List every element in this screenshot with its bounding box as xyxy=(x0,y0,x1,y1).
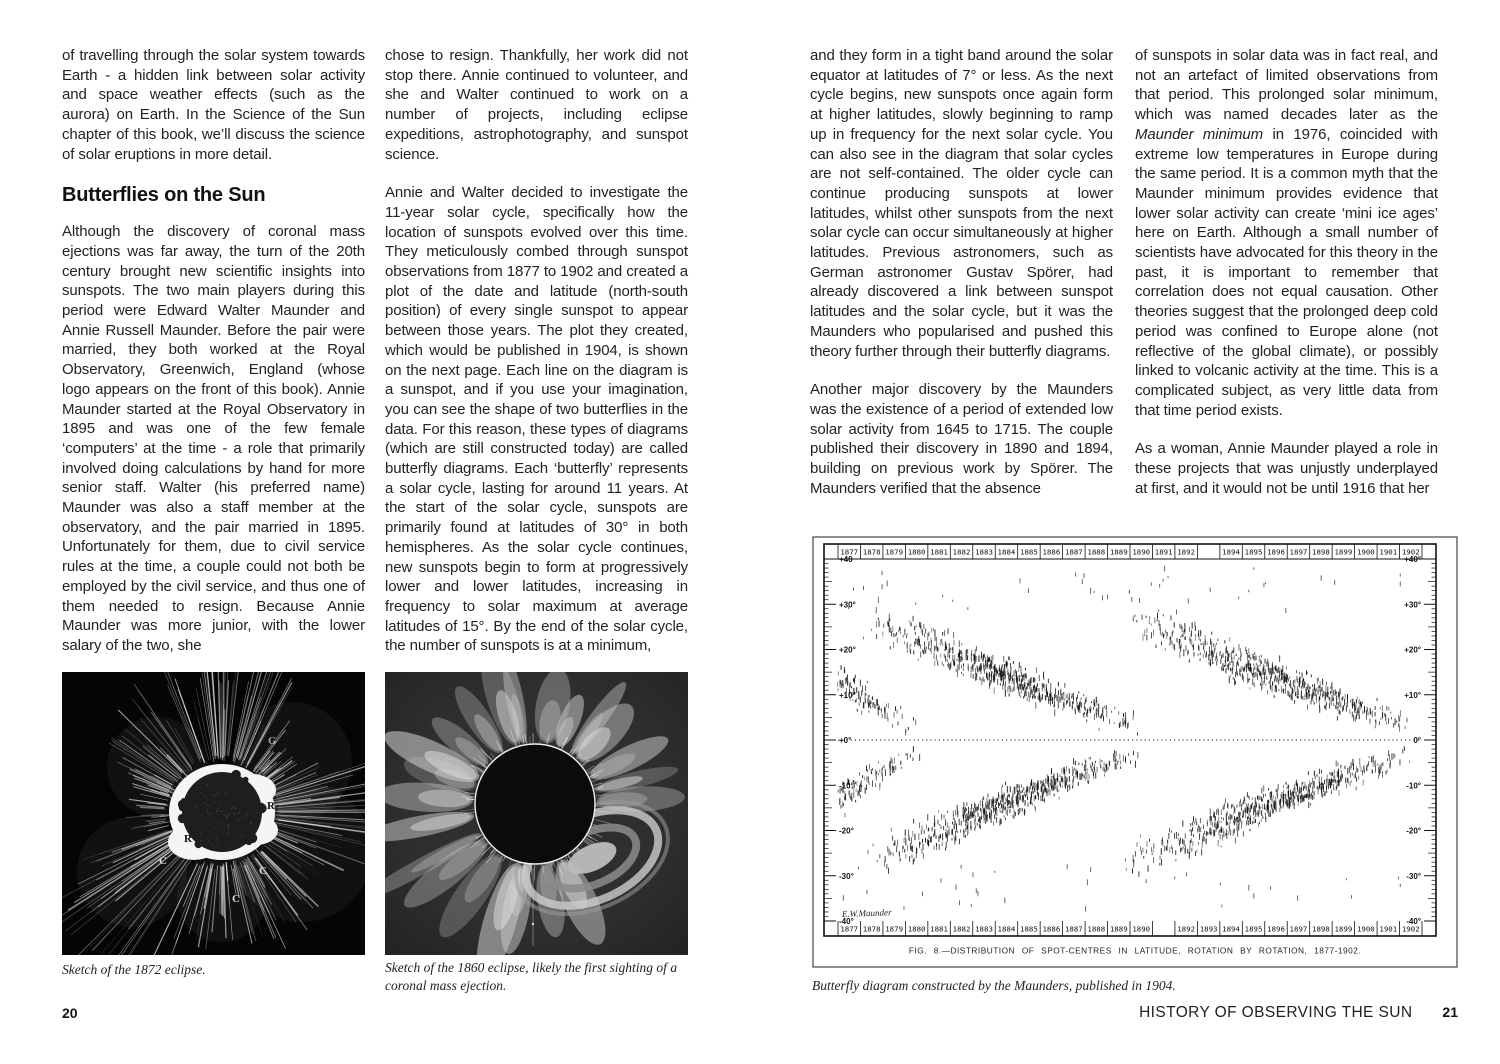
svg-text:1890: 1890 xyxy=(1132,924,1151,934)
caption-butterfly-diagram: Butterfly diagram constructed by the Maunders, published in 1904. xyxy=(812,978,1176,993)
svg-text:1880: 1880 xyxy=(907,547,926,557)
sketch-letter: G xyxy=(268,735,277,747)
paragraph xyxy=(385,46,688,164)
section-heading: Butterflies on the Sun xyxy=(62,184,266,207)
svg-text:-10°: -10° xyxy=(1406,781,1421,791)
svg-text:1900: 1900 xyxy=(1356,547,1375,557)
italic-term-maunder-minimum: Maunder minimum xyxy=(1135,125,1264,143)
svg-text:1888: 1888 xyxy=(1087,924,1106,934)
svg-text:-30°: -30° xyxy=(1406,871,1421,881)
svg-text:-40°: -40° xyxy=(1406,917,1421,926)
svg-text:-20°: -20° xyxy=(1406,826,1421,836)
sketch-letter: C xyxy=(159,855,167,867)
paragraph xyxy=(810,46,1113,361)
svg-text:1899: 1899 xyxy=(1334,547,1353,557)
paragraph-text: Annie and Walter decided to investigate the 11-year solar cycle, specifically how the location of sunspots evolved over this time. They meticulously combed through sunspot observations from 1877 to 1902 and created a plot of the date and latitude (north-south position) of every single sunspot to appear between those years. The plot they created, which would be published in 1904, is shown on the next page. Each line on the diagram is a sunspot, and if you use your imagination, you can see the shape of two butterflies in the data. For this reason, these types of diagrams (which are still constructed today) are called butterfly diagrams. Each ‘butterfly’ represents a solar cycle, lasting for around 11 years. At the start of the solar cycle, sunspots are primarily found at latitudes of 30° in both hemispheres. As the solar cycle continues, new sunspots begin to form at progressively lower and lower latitudes, increasing in frequency to solar maximum at average latitudes of 15°. By the end of the solar cycle, the number of sunspots is at a minimum, xyxy=(385,184,688,655)
svg-text:1902: 1902 xyxy=(1401,924,1420,934)
svg-text:1883: 1883 xyxy=(975,924,993,934)
running-footer xyxy=(810,1004,1458,1022)
svg-text:1900: 1900 xyxy=(1356,924,1375,934)
svg-text:1897: 1897 xyxy=(1289,547,1308,557)
paragraph xyxy=(62,222,365,655)
svg-text:1901: 1901 xyxy=(1379,547,1398,557)
svg-text:-20°: -20° xyxy=(839,826,854,836)
page-number-21: 21 xyxy=(1442,1004,1458,1020)
paragraph-text: chose to resign. Thankfully, her work did not stop there. Annie continued to volunteer, and she and Walter continued to work on a number of projects, including eclipse expeditions, astrophotography, and sunspot science. xyxy=(385,47,688,163)
svg-text:1886: 1886 xyxy=(1042,924,1061,934)
svg-text:1879: 1879 xyxy=(885,924,904,934)
caption-eclipse-1860: Sketch of the 1860 eclipse, likely the first sighting of a coronal mass ejection. xyxy=(385,960,678,993)
page21-column-1 xyxy=(810,46,1113,517)
paragraph xyxy=(385,183,688,656)
svg-text:1884: 1884 xyxy=(997,924,1016,934)
svg-text:1896: 1896 xyxy=(1267,547,1285,557)
caption-eclipse-1872: Sketch of the 1872 eclipse. xyxy=(62,962,206,977)
paragraph xyxy=(62,46,365,164)
svg-text:+10°: +10° xyxy=(839,690,856,700)
svg-text:+20°: +20° xyxy=(839,645,856,655)
svg-text:1890: 1890 xyxy=(1132,547,1151,557)
svg-text:-10°: -10° xyxy=(839,781,854,791)
svg-text:1895: 1895 xyxy=(1244,924,1263,934)
page20-column-1 xyxy=(62,46,365,675)
svg-text:1892: 1892 xyxy=(1177,547,1196,557)
svg-text:+10°: +10° xyxy=(1404,690,1421,700)
butterfly-diagram-svg xyxy=(812,536,1458,968)
eclipse-1872-sketch-image xyxy=(62,672,365,955)
butterfly-diagram-figure xyxy=(812,536,1458,968)
svg-text:1887: 1887 xyxy=(1064,547,1083,557)
svg-text:1891: 1891 xyxy=(1154,547,1173,557)
svg-text:-30°: -30° xyxy=(839,871,854,881)
eclipse-1872-svg xyxy=(62,672,365,955)
svg-text:+30°: +30° xyxy=(1404,600,1421,610)
svg-text:1882: 1882 xyxy=(952,547,971,557)
sketch-letter: R xyxy=(267,800,275,812)
figure-internal-caption: FIG. 8.—DISTRIBUTION OF SPOT-CENTRES IN LATITUDE, ROTATION BY ROTATION, 1877-1902. xyxy=(908,945,1362,956)
svg-text:1878: 1878 xyxy=(862,547,881,557)
svg-text:1898: 1898 xyxy=(1312,924,1330,934)
paragraph xyxy=(1135,439,1438,498)
svg-text:1881: 1881 xyxy=(930,547,948,557)
paragraph xyxy=(810,380,1113,498)
svg-text:1882: 1882 xyxy=(952,924,971,934)
sketch-letter: C xyxy=(232,893,240,905)
svg-text:+40°: +40° xyxy=(1404,555,1421,564)
svg-text:1883: 1883 xyxy=(975,547,993,557)
page20-column-2 xyxy=(385,46,688,675)
svg-text:1897: 1897 xyxy=(1289,924,1308,934)
svg-text:1877: 1877 xyxy=(840,547,859,557)
svg-text:+40: +40 xyxy=(839,555,853,564)
svg-text:E.W.Maunder: E.W.Maunder xyxy=(841,907,892,919)
svg-text:+0°: +0° xyxy=(839,736,852,745)
svg-text:1899: 1899 xyxy=(1334,924,1353,934)
page-number-20: 20 xyxy=(62,1005,78,1021)
svg-text:1877: 1877 xyxy=(840,924,859,934)
svg-text:1884: 1884 xyxy=(997,547,1016,557)
paragraph xyxy=(1135,46,1438,420)
svg-text:1901: 1901 xyxy=(1379,924,1398,934)
paragraph-text: of sunspots in solar data was in fact real, and not an artefact of limited observations from that period. This prolonged solar minimum, which was named decades later as the xyxy=(1135,47,1438,124)
sketch-letter: R xyxy=(184,833,192,845)
svg-text:1887: 1887 xyxy=(1064,924,1083,934)
svg-text:-40°: -40° xyxy=(839,917,854,926)
running-head-title: HISTORY OF OBSERVING THE SUN xyxy=(1139,1004,1413,1021)
svg-text:1889: 1889 xyxy=(1109,547,1128,557)
paragraph-text: Although the discovery of coronal mass ejections was far away, the turn of the 20th century brought new scientific insights into sunspots. The two main players during this period were Edward Walter Maunder and Annie Russell Maunder. Before the pair were married, they both worked at the Royal Observatory, Greenwich, England (whose logo appears on the front of this book). Annie Maunder started at the Royal Observatory in 1895 and was one of the few female ‘computers’ at the time - a role that primarily involved doing calculations by hand for more senior staff. Walter (his preferred name) Maunder was also a staff member at the observatory, and the pair married in 1895. Unfortunately for them, due to civil service rules at the time, a couple could not both be employed by the civil service, and thus one of them needed to resign. Because Annie Maunder was more junior, with the lower salary of the two, she xyxy=(62,223,365,654)
svg-text:1893: 1893 xyxy=(1199,924,1218,934)
svg-text:1896: 1896 xyxy=(1267,924,1285,934)
svg-text:1885: 1885 xyxy=(1020,924,1038,934)
svg-text:1880: 1880 xyxy=(907,924,926,934)
svg-text:0°: 0° xyxy=(1413,736,1421,745)
svg-text:1898: 1898 xyxy=(1312,547,1330,557)
svg-text:1878: 1878 xyxy=(862,924,881,934)
svg-text:1902: 1902 xyxy=(1401,547,1420,557)
svg-text:1888: 1888 xyxy=(1087,547,1106,557)
paragraph-text: As a woman, Annie Maunder played a role in these projects that was unjustly underplayed at first, and it would not be until 1916 that her xyxy=(1135,440,1438,497)
page21-column-2 xyxy=(1135,46,1438,517)
svg-text:1879: 1879 xyxy=(885,547,904,557)
svg-text:+30°: +30° xyxy=(839,600,856,610)
eclipse-1860-svg xyxy=(385,672,688,955)
svg-text:+20°: +20° xyxy=(1404,645,1421,655)
svg-text:1892: 1892 xyxy=(1177,924,1196,934)
svg-text:1885: 1885 xyxy=(1020,547,1038,557)
eclipse-1860-sketch-image xyxy=(385,672,688,955)
svg-text:1894: 1894 xyxy=(1222,547,1240,557)
paragraph-text: and they form in a tight band around the solar equator at latitudes of 7° or less. As the next cycle begins, new sunspots once again form at higher latitudes, slowly beginning to ramp up in frequency for the next solar cycle. You can also see in the diagram that solar cycles are not self-contained. The older cycle can continue producing sunspots at lower latitudes, whilst other sunspots from the next solar cycle can occur simultaneously at higher latitudes. Previous astronomers, such as German astronomer Gustav Spörer, had already discovered a link between sunspot latitudes and the solar cycle, but it was the Maunders who popularised and pushed this theory further through their butterfly diagrams. xyxy=(810,47,1113,360)
svg-text:1881: 1881 xyxy=(930,924,948,934)
paragraph-text: of travelling through the solar system towards Earth - a hidden link between solar activity and space weather effects (such as the aurora) on Earth. In the Science of the Sun chapter of this book, we’ll discuss the science of solar eruptions in more detail. xyxy=(62,47,365,163)
svg-text:1894: 1894 xyxy=(1222,924,1240,934)
paragraph-text: Another major discovery by the Maunders was the existence of a period of extended low solar activity from 1645 to 1715. The couple published their discovery in 1890 and 1894, building on previous work by Spörer. The Maunders verified that the absence xyxy=(810,381,1113,497)
svg-text:1889: 1889 xyxy=(1109,924,1128,934)
svg-text:1886: 1886 xyxy=(1042,547,1061,557)
svg-text:1895: 1895 xyxy=(1244,547,1263,557)
paragraph-text: in 1976, coincided with extreme low temperatures in Europe during the same period. It is a common myth that the Maunder minimum provides evidence that lower solar activity can create ‘mini ice ages’ here on Earth. Although a small number of scientists have advocated for this theory in the past, it is important to remember that correlation does not equal causation. Other theories suggest that the prolonged deep cold period was confined to Europe alone (not reflective of the global climate), or possibly linked to volcanic activity at the time. This is a complicated subject, as very little data from that time period exists. xyxy=(1135,125,1438,419)
sketch-letter: C xyxy=(259,865,267,877)
